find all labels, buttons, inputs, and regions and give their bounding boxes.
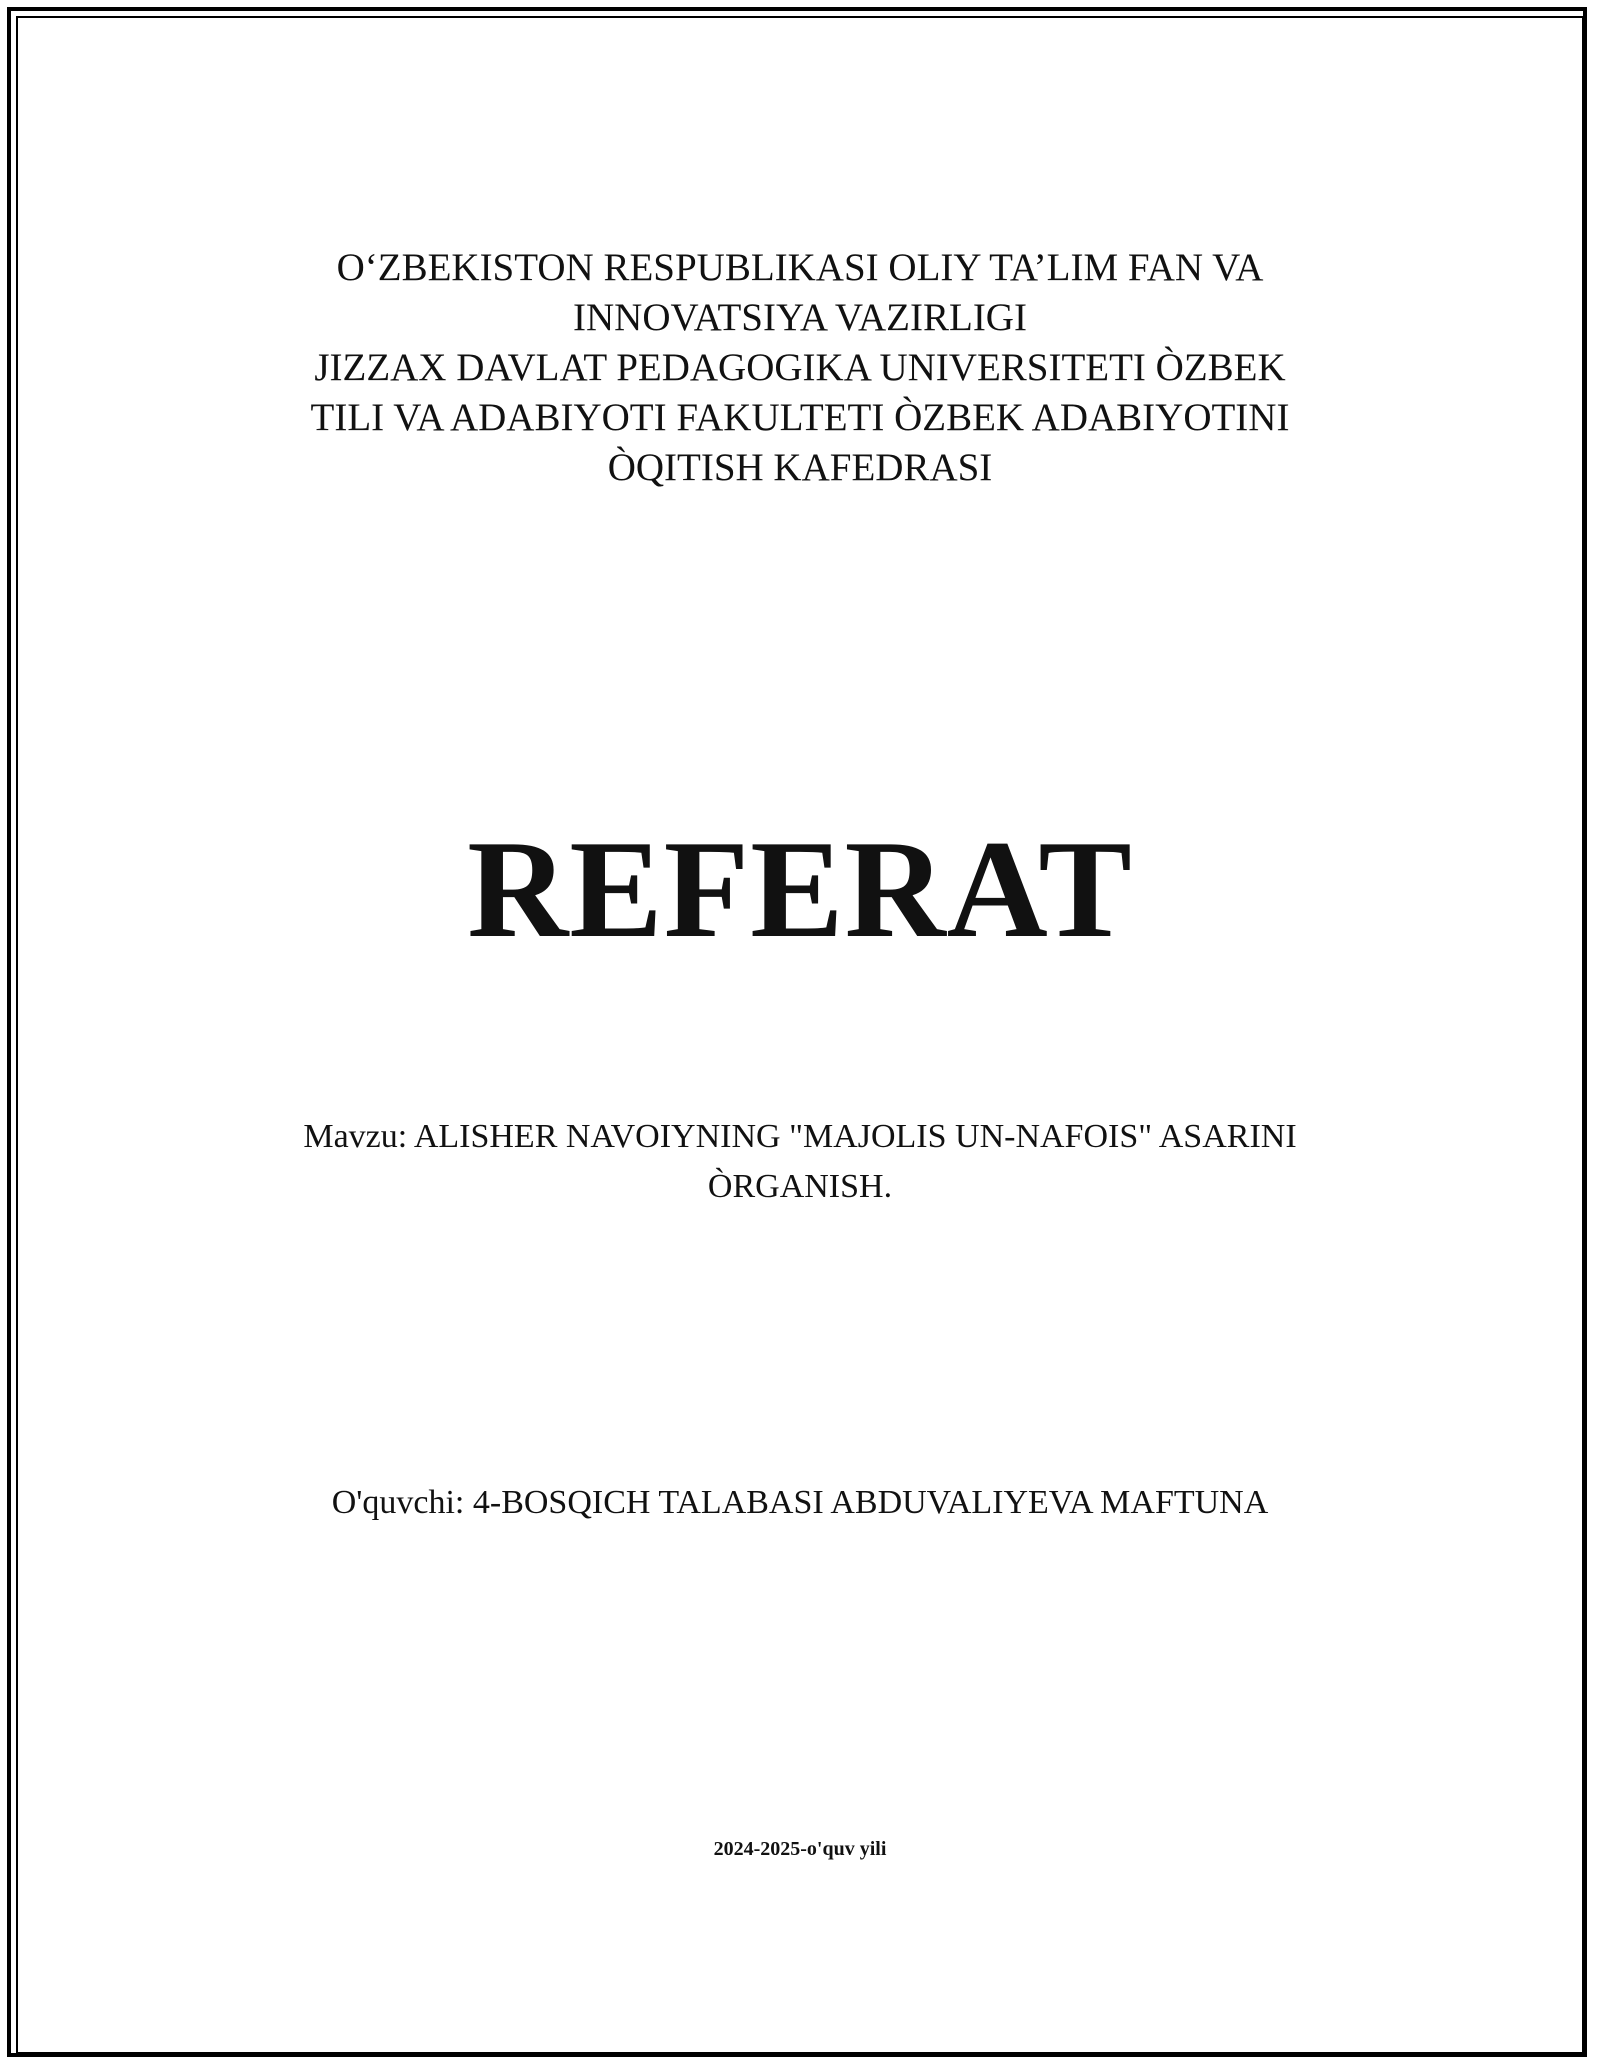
document-title: REFERAT — [467, 812, 1133, 967]
topic-line: Mavzu: ALISHER NAVOIYNING "MAJOLIS UN-NAFOIS" ASARINI — [303, 1118, 1297, 1155]
student-info: O'quvchi: 4-BOSQICH TALABASI ABDUVALIYEVA MAFTUNA — [331, 1484, 1269, 1521]
institution-header — [0, 243, 1600, 493]
topic-line: ÒRGANISH. — [707, 1168, 893, 1205]
academic-year: 2024-2025-o'quv yili — [713, 1838, 887, 1860]
header-line: INNOVATSIYA VAZIRLIGI — [573, 296, 1027, 339]
topic-block — [0, 1112, 1600, 1212]
header-line: JIZZAX DAVLAT PEDAGOGIKA UNIVERSITETI ÒZBEK — [314, 346, 1286, 389]
header-line: TILI VA ADABIYOTI FAKULTETI ÒZBEK ADABIYOTINI — [310, 396, 1290, 439]
header-line: O‘ZBEKISTON RESPUBLIKASI OLIY TA’LIM FAN VA — [336, 246, 1264, 289]
header-line: ÒQITISH KAFEDRASI — [607, 446, 993, 489]
